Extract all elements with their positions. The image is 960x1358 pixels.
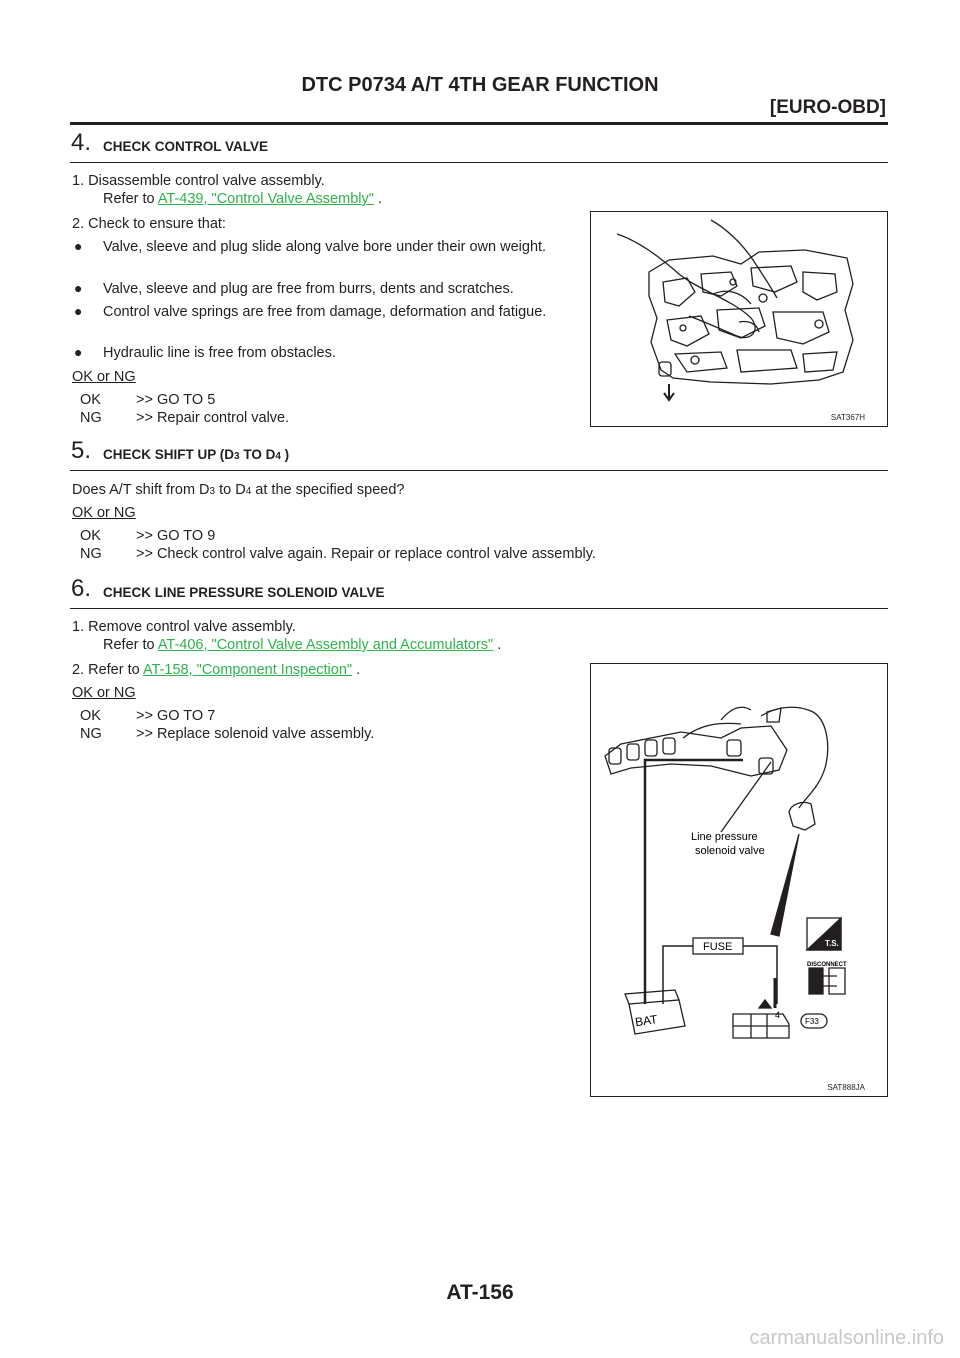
header-rule — [70, 122, 888, 125]
control-valve-figure — [590, 211, 888, 427]
ok-or-ng-label: OK or NG — [72, 685, 136, 701]
figure-label: SAT367H — [830, 413, 865, 422]
disconnect-label: DISCONNECT — [807, 962, 847, 968]
fuse-label: FUSE — [703, 941, 733, 953]
callout-line-1: Line pressure — [691, 831, 758, 843]
step-4-item-2: 2. Check to ensure that: — [72, 216, 226, 232]
bullet-item: Valve, sleeve and plug slide along valve bore under their own weight. — [103, 239, 547, 255]
step-title: CHECK SHIFT UP (D3 TO D4 ) — [103, 447, 290, 462]
bullet-icon: ● — [74, 344, 83, 360]
step-5-question: Does A/T shift from D3 to D4 at the specified speed? — [72, 482, 405, 498]
bullet-icon: ● — [74, 238, 83, 254]
figure-label: SAT888JA — [827, 1083, 865, 1092]
ng-code: NG — [80, 546, 102, 562]
battery-label: BAT — [634, 1012, 659, 1030]
link-control-valve-accumulators[interactable]: AT-406, "Control Valve Assembly and Accumulators" — [157, 637, 494, 653]
page-title: DTC P0734 A/T 4TH GEAR FUNCTION — [301, 74, 659, 96]
ng-code: NG — [80, 726, 102, 742]
step-5-heading — [70, 436, 888, 471]
terminal-label: 4 — [775, 1010, 781, 1020]
control-valve-illustration — [591, 212, 887, 426]
link-component-inspection[interactable]: AT-158, "Component Inspection" — [142, 662, 353, 678]
ok-action: >> GO TO 9 — [136, 528, 216, 544]
ok-or-ng-label: OK or NG — [72, 369, 136, 385]
step-number: 5. — [71, 437, 92, 464]
ts-label: T.S. — [825, 939, 839, 948]
bullet-icon: ● — [74, 280, 83, 296]
ng-code: NG — [80, 410, 102, 426]
link-control-valve-assembly[interactable]: AT-439, "Control Valve Assembly" — [157, 191, 374, 207]
bullet-item: Hydraulic line is free from obstacles. — [103, 345, 336, 361]
step-6-heading — [70, 574, 888, 609]
solenoid-valve-figure — [590, 663, 888, 1097]
watermark: carmanualsonline.info — [749, 1327, 944, 1349]
step-6-item-2: 2. Refer to AT-158, "Component Inspection" . — [72, 662, 361, 678]
bullet-item: Control valve springs are free from damage, deformation and fatigue. — [103, 304, 547, 320]
step-title: CHECK LINE PRESSURE SOLENOID VALVE — [103, 585, 385, 600]
ng-action: >> Repair control valve. — [136, 410, 290, 426]
ng-action: >> Replace solenoid valve assembly. — [136, 726, 375, 742]
step-title: CHECK CONTROL VALVE — [103, 139, 269, 154]
callout-line-2: solenoid valve — [695, 845, 765, 857]
connector-label: F33 — [805, 1017, 819, 1026]
step-4-item-1: 1. Disassemble control valve assembly. — [72, 173, 325, 189]
solenoid-wiring-illustration — [591, 664, 887, 1096]
page-number: AT-156 — [446, 1281, 514, 1304]
ok-code: OK — [80, 392, 101, 408]
ok-action: >> GO TO 7 — [136, 708, 216, 724]
step-number: 6. — [71, 575, 92, 602]
step-4-refer: Refer to AT-439, "Control Valve Assembly" . — [103, 191, 382, 207]
bullet-item: Valve, sleeve and plug are free from burrs, dents and scratches. — [103, 281, 514, 297]
step-6-item-1: 1. Remove control valve assembly. — [72, 619, 296, 635]
section-tag: [EURO-OBD] — [769, 97, 886, 118]
ok-code: OK — [80, 528, 101, 544]
ok-action: >> GO TO 5 — [136, 392, 216, 408]
step-number: 4. — [71, 129, 92, 156]
ok-code: OK — [80, 708, 101, 724]
step-6-refer: Refer to AT-406, "Control Valve Assembly and Accumulators" . — [103, 637, 502, 653]
bullet-icon: ● — [74, 303, 83, 319]
ng-action: >> Check control valve again. Repair or replace control valve assembly. — [136, 546, 596, 562]
step-4-heading — [70, 128, 888, 163]
ok-or-ng-label: OK or NG — [72, 505, 136, 521]
